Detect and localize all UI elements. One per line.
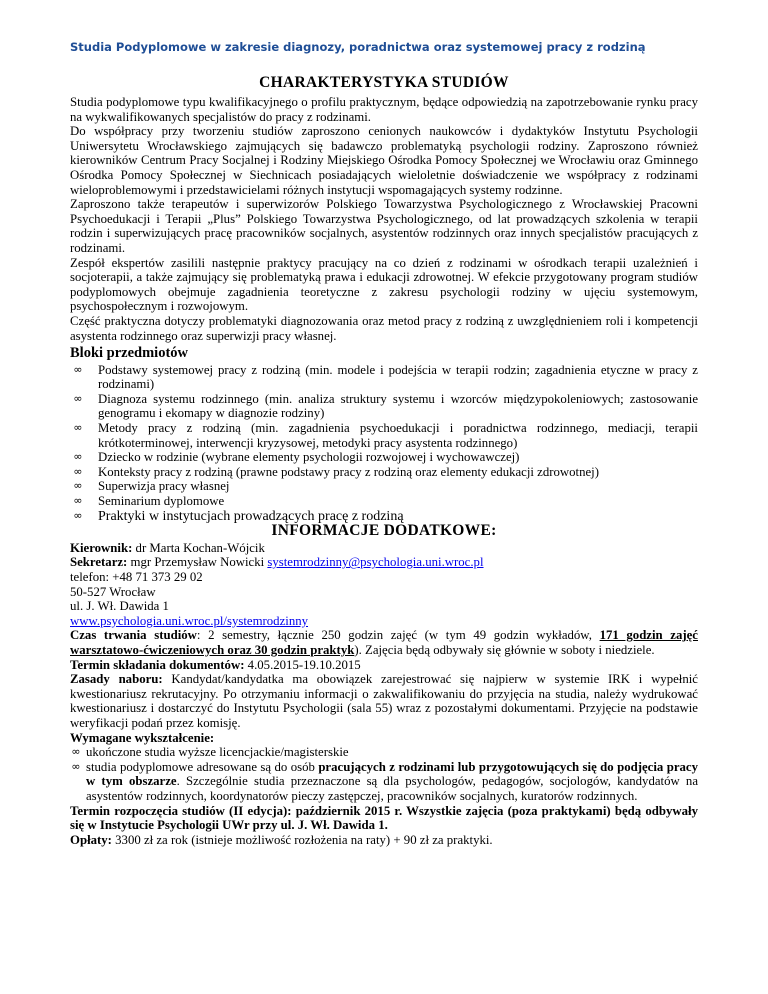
- oplaty-label: Opłaty:: [70, 832, 112, 847]
- zasady-value: Kandydat/kandydatka ma obowiązek zarejestrować się najpierw w systemie IRK i wypełnić kwestionariusz rekrutacyjny. Po otrzymaniu informacji o zakwalifikowaniu do przyjęcia na studia, należy wydrukować kwestionariusz i dostarczyć do Instytutu Psychologii (sala 55) wraz z pozostałymi dokumentami. Przyjęcie na podstawie weryfikacji podań przez komisję.: [70, 672, 698, 730]
- header-title: Studia Podyplomowe w zakresie diagnozy, poradnictwa oraz systemowej pracy z rodziną: [70, 40, 646, 54]
- list-item-text: Superwizja pracy własnej: [98, 479, 230, 494]
- infinity-bullet-icon: ∞: [73, 464, 83, 478]
- termin-value: 4.05.2015-19.10.2015: [244, 657, 361, 672]
- czas-line: [70, 628, 698, 657]
- infinity-bullet-icon: ∞: [73, 421, 83, 435]
- list-item: [70, 509, 698, 525]
- kierownik-label: Kierownik:: [70, 540, 133, 555]
- paragraph: Studia podyplomowe typu kwalifikacyjnego o profilu praktycznym, będące odpowiedzią na zapotrzebowanie rynku pracy na wykwalifikowanych specjalistów do pracy z rodzinami.: [70, 95, 698, 124]
- website-line: [70, 614, 698, 629]
- list-item-text: Dziecko w rodzinie (wybrane elementy psychologii rozwojowej i wychowawczej): [98, 450, 520, 465]
- paragraph: Zespół ekspertów zasilili następnie praktycy pracujący na co dzień z rodzinami w ośrodkach terapii uzależnień i socjoterapii, a także zajmujący się problematyką prawa i edukacji zdrowotnej. W efekcie przygotowany program studiów podyplomowych obejmuje zagadnienia teoretyczne z zakresu psychologii rodziny w ujęciu systemowym, psychospołecznym i rozwojowym.: [70, 255, 698, 314]
- infinity-bullet-icon: ∞: [73, 494, 83, 508]
- list-item-text: Seminarium dyplomowe: [98, 494, 225, 509]
- list-item: [70, 421, 698, 450]
- heading-informacje: INFORMACJE DODATKOWE:: [271, 522, 497, 540]
- wymagane-line: [70, 731, 698, 746]
- list-item-text: studia podyplomowe adresowane są do osób: [86, 759, 319, 774]
- czas-text: : 2 semestry, łącznie 250 godzin zajęć (w tym 49 godzin wykładów,: [196, 628, 600, 643]
- termin-label: Termin składania dokumentów:: [70, 657, 245, 672]
- list-item: [70, 745, 698, 760]
- list-item-text-end: . Szczególnie studia przeznaczone są dla psychologów, pedagogów, socjologów, kandydatów na asystentów rodzinnych, koordynatorów pieczy zastępczej, pracowników socjalnych, kuratorów rodzinnych.: [86, 774, 698, 803]
- czas-underlined: 171 godzin zajęć warsztatowo-ćwiczeniowych oraz 30 godzin praktyk: [70, 628, 698, 657]
- paragraph: Zaproszono także terapeutów i superwizorów Polskiego Towarzystwa Psychologicznego z Wrocławskiej Pracowni Psychoedukacji i Terapii „Plus” Polskiego Towarzystwa Psychologicznego, od lat prowadzących szkolenia w terapii rodzin i superwizujących pracę pracowników socjalnych, asystentów rodzinnych oraz innych specjalistów pracujących z rodzinami.: [70, 197, 698, 255]
- kierownik-value: dr Marta Kochan-Wójcik: [132, 540, 265, 555]
- infinity-bullet-icon: ∞: [73, 362, 83, 376]
- list-item-bold: pracujących z rodzinami lub przygotowujących się do podjęcia pracy w tym obszarze: [86, 759, 698, 789]
- infinity-bullet-icon: ∞: [73, 391, 83, 405]
- list-item-text: ukończone studia wyższe licencjackie/magisterskie: [86, 745, 349, 760]
- main-text: [70, 95, 698, 847]
- list-item: [70, 392, 698, 421]
- postal-line: 50-527 Wrocław: [70, 584, 156, 599]
- infinity-bullet-icon: ∞: [73, 508, 83, 522]
- list-item: [70, 465, 698, 480]
- list-item-text: Konteksty pracy z rodziną (prawne podstawy pracy z rodziną oraz elementy edukacji zdrowotnej): [98, 464, 600, 479]
- sekretarz-value: mgr Przemysław Nowicki: [127, 555, 268, 570]
- zasady-line: [70, 672, 698, 730]
- infinity-bullet-icon: ∞: [71, 759, 81, 773]
- list-item: [70, 494, 698, 509]
- infinity-bullet-icon: ∞: [73, 450, 83, 464]
- website-link[interactable]: www.psychologia.uni.wroc.pl/systemrodzinny: [70, 613, 309, 628]
- requirements-list: [70, 745, 698, 803]
- list-item: [70, 479, 698, 494]
- oplaty-value: 3300 zł za rok (istnieje możliwość rozłożenia na raty) + 90 zł za praktyki.: [111, 832, 493, 847]
- email-link[interactable]: systemrodzinny@psychologia.uni.wroc.pl: [267, 555, 484, 570]
- czas-label: Czas trwania studiów: [70, 628, 197, 643]
- sekretarz-label: Sekretarz:: [70, 555, 128, 570]
- phone-line: telefon: +48 71 373 29 02: [70, 570, 203, 584]
- termin-line: [70, 658, 698, 673]
- street-line: ul. J. Wł. Dawida 1: [70, 599, 169, 614]
- wymagane-label: Wymagane wykształcenie:: [70, 730, 215, 745]
- list-item: [70, 363, 698, 392]
- list-item-text: Metody pracy z rodziną (min. zagadnienia psychoedukacji i poradnictwa rodzinnego, mediacji, terapii krótkoterminowej, interwencji kryzysowej, metodyki pracy asystenta rodzinnego): [98, 421, 698, 450]
- list-item-text: Praktyki w instytucjach prowadzących pracę z rodziną: [98, 508, 404, 524]
- czas-text-end: ). Zajęcia będą odbywały się głównie w soboty i niedziele.: [354, 642, 655, 657]
- start-line: [70, 804, 698, 833]
- list-item-text: Podstawy systemowej pracy z rodziną (min. modele i podejścia w terapii rodzin; zagadnienia etyczne w pracy z rodzinami): [98, 362, 698, 392]
- paragraph: Do współpracy przy tworzeniu studiów zaproszono cenionych naukowców i dydaktyków Instytutu Psychologii Uniwersytetu Wrocławskiego zajmujących się badawczo problematyką psychologii rodziny. Zaproszono również kierowników Centrum Pracy Socjalnej i Rodziny Miejskiego Ośrodka Pomocy Społecznej we Wrocławiu oraz Gminnego Ośrodka Pomocy Społecznej w Siechnicach posiadających wieloletnie doświadczenie we współpracy z rodzinami wieloproblemowymi i przedstawicielami różnych instytucji wspomagających systemy rodzinne.: [70, 124, 698, 197]
- heading-bloki: Bloki przedmiotów: [70, 345, 189, 362]
- list-item-text: Diagnoza systemu rodzinnego (min. analiza struktury systemu i wzorców międzypokoleniowych; zastosowanie genogramu i ekomapy w diagnozie rodziny): [98, 391, 698, 421]
- kierownik-line: [70, 541, 698, 556]
- heading-charakterystyka: CHARAKTERYSTYKA STUDIÓW: [259, 74, 509, 91]
- list-item: [70, 760, 698, 804]
- sekretarz-line: [70, 555, 698, 570]
- oplaty-line: [70, 833, 698, 848]
- infinity-bullet-icon: ∞: [71, 745, 81, 759]
- start-text: Termin rozpoczęcia studiów (II edycja): październik 2015 r. Wszystkie zajęcia (poza praktykami) będą odbywały się w Instytucie Psychologii UWr przy ul. J. Wł. Dawida 1.: [70, 803, 698, 833]
- list-item: [70, 450, 698, 465]
- infinity-bullet-icon: ∞: [73, 479, 83, 493]
- paragraph: Część praktyczna dotyczy problematyki diagnozowania oraz metod pracy z rodziną z uwzględnieniem roli i kompetencji asystenta rodzinnego oraz superwizji pracy własnej.: [70, 313, 698, 343]
- blocks-list: [70, 363, 698, 525]
- zasady-label: Zasady naboru:: [70, 672, 163, 687]
